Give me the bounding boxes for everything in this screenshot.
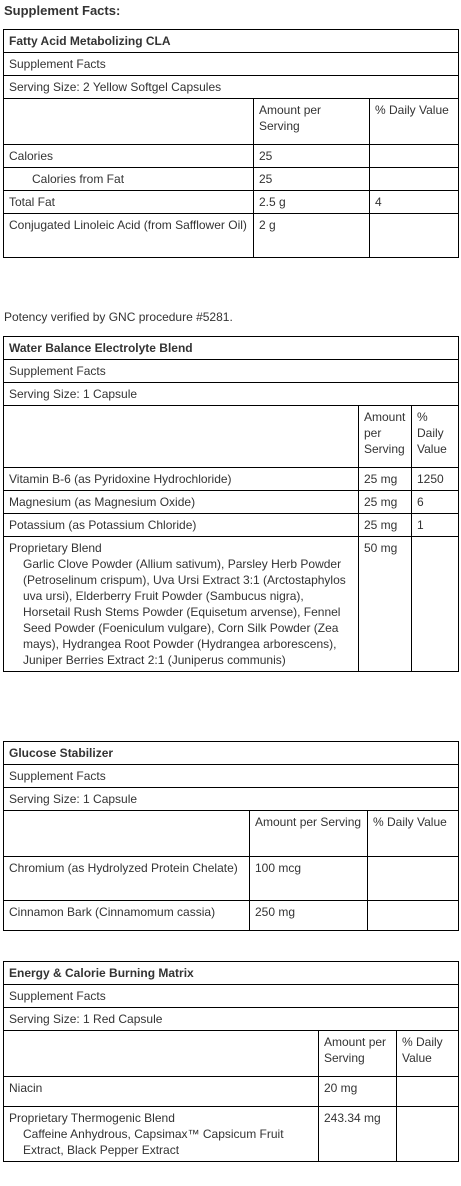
nutrient-name-cell [4, 1107, 319, 1162]
nutrient-dv [370, 214, 459, 258]
serving-size: Serving Size: 1 Capsule [4, 383, 459, 406]
nutrient-dv [370, 145, 459, 168]
header-blank [4, 99, 254, 145]
serving-size: Serving Size: 1 Capsule [4, 788, 459, 811]
table-subtitle: Supplement Facts [4, 985, 459, 1008]
nutrient-name: Vitamin B-6 (as Pyridoxine Hydrochloride) [4, 468, 359, 491]
nutrient-name: Magnesium (as Magnesium Oxide) [4, 491, 359, 514]
nutrient-dv [368, 857, 459, 901]
nutrient-dv [368, 901, 459, 931]
nutrient-amount: 2.5 g [254, 191, 370, 214]
supplement-table-electrolyte [3, 336, 459, 672]
nutrient-amount: 25 mg [359, 514, 412, 537]
nutrient-name: Chromium (as Hydrolyzed Protein Chelate) [4, 857, 250, 901]
nutrient-dv: 4 [370, 191, 459, 214]
col-amount-header: Amount per Serving [254, 99, 370, 145]
nutrient-dv [370, 168, 459, 191]
nutrient-amount: 25 mg [359, 468, 412, 491]
potency-note: Potency verified by GNC procedure #5281. [4, 310, 233, 324]
nutrient-name: Calories [4, 145, 254, 168]
header-blank [4, 406, 359, 468]
nutrient-name: Cinnamon Bark (Cinnamomum cassia) [4, 901, 250, 931]
table-subtitle: Supplement Facts [4, 53, 459, 76]
table-row [4, 491, 459, 514]
col-dv-header: % Daily Value [370, 99, 459, 145]
col-dv-header: % Daily Value [412, 406, 459, 468]
nutrient-name: Potassium (as Potassium Chloride) [4, 514, 359, 537]
supplement-table-cla [3, 29, 459, 258]
nutrient-amount: 25 [254, 168, 370, 191]
blend-ingredients: Caffeine Anhydrous, Capsimax™ Capsicum Fruit Extract, Black Pepper Extract [23, 1127, 284, 1157]
nutrient-amount: 2 g [254, 214, 370, 258]
table-title: Energy & Calorie Burning Matrix [4, 962, 459, 985]
serving-size: Serving Size: 2 Yellow Softgel Capsules [4, 76, 459, 99]
supplement-table-energy [3, 961, 459, 1162]
supplement-table-glucose [3, 741, 459, 931]
table-row [4, 168, 459, 191]
nutrient-amount: 100 mcg [250, 857, 368, 901]
table-row [4, 537, 459, 672]
nutrient-name: Calories from Fat [4, 168, 254, 191]
table-row [4, 214, 459, 258]
nutrient-amount: 243.34 mg [319, 1107, 397, 1162]
nutrient-dv [412, 537, 459, 672]
col-amount-header: Amount per Serving [359, 406, 412, 468]
nutrient-amount: 50 mg [359, 537, 412, 672]
table-row [4, 145, 459, 168]
header-blank [4, 811, 250, 857]
nutrient-name: Total Fat [4, 191, 254, 214]
table-title: Water Balance Electrolyte Blend [4, 337, 459, 360]
table-row [4, 468, 459, 491]
header-blank [4, 1031, 319, 1077]
nutrient-amount: 250 mg [250, 901, 368, 931]
page-heading: Supplement Facts: [4, 3, 121, 18]
col-amount-header: Amount per Serving [250, 811, 368, 857]
table-row [4, 1107, 459, 1162]
nutrient-name: Conjugated Linoleic Acid (from Safflower Oil) [4, 214, 254, 258]
nutrient-amount: 25 [254, 145, 370, 168]
nutrient-amount: 20 mg [319, 1077, 397, 1107]
table-title: Glucose Stabilizer [4, 742, 459, 765]
nutrient-dv [397, 1107, 459, 1162]
table-title: Fatty Acid Metabolizing CLA [4, 30, 459, 53]
table-row [4, 514, 459, 537]
nutrient-name: Niacin [4, 1077, 319, 1107]
table-row [4, 1077, 459, 1107]
nutrient-dv [397, 1077, 459, 1107]
col-dv-header: % Daily Value [368, 811, 459, 857]
nutrient-name-cell [4, 537, 359, 672]
serving-size: Serving Size: 1 Red Capsule [4, 1008, 459, 1031]
table-row [4, 191, 459, 214]
table-row [4, 901, 459, 931]
table-subtitle: Supplement Facts [4, 765, 459, 788]
nutrient-dv: 6 [412, 491, 459, 514]
nutrient-dv: 1250 [412, 468, 459, 491]
col-amount-header: Amount per Serving [319, 1031, 397, 1077]
blend-ingredients: Garlic Clove Powder (Allium sativum), Parsley Herb Powder (Petroselinum crispum), Uva Ursi Extract 3:1 (Arctostaphylos uva ursi), Elderberry Fruit Powder (Sambucus nigra), Horsetail Rush Stems Powder (Equisetum arvense), Fennel Seed Powder (Foeniculum vulgare), Corn Silk Powder (Zea mays), Hydrangea Root Powder (Hydrangea arborescens), Juniper Berries Extract 2:1 (Juniperus communis) [23, 557, 346, 667]
nutrient-dv: 1 [412, 514, 459, 537]
nutrient-amount: 25 mg [359, 491, 412, 514]
nutrient-name: Proprietary Blend [9, 541, 102, 555]
table-row [4, 857, 459, 901]
nutrient-name: Proprietary Thermogenic Blend [9, 1111, 175, 1125]
col-dv-header: % Daily Value [397, 1031, 459, 1077]
table-subtitle: Supplement Facts [4, 360, 459, 383]
